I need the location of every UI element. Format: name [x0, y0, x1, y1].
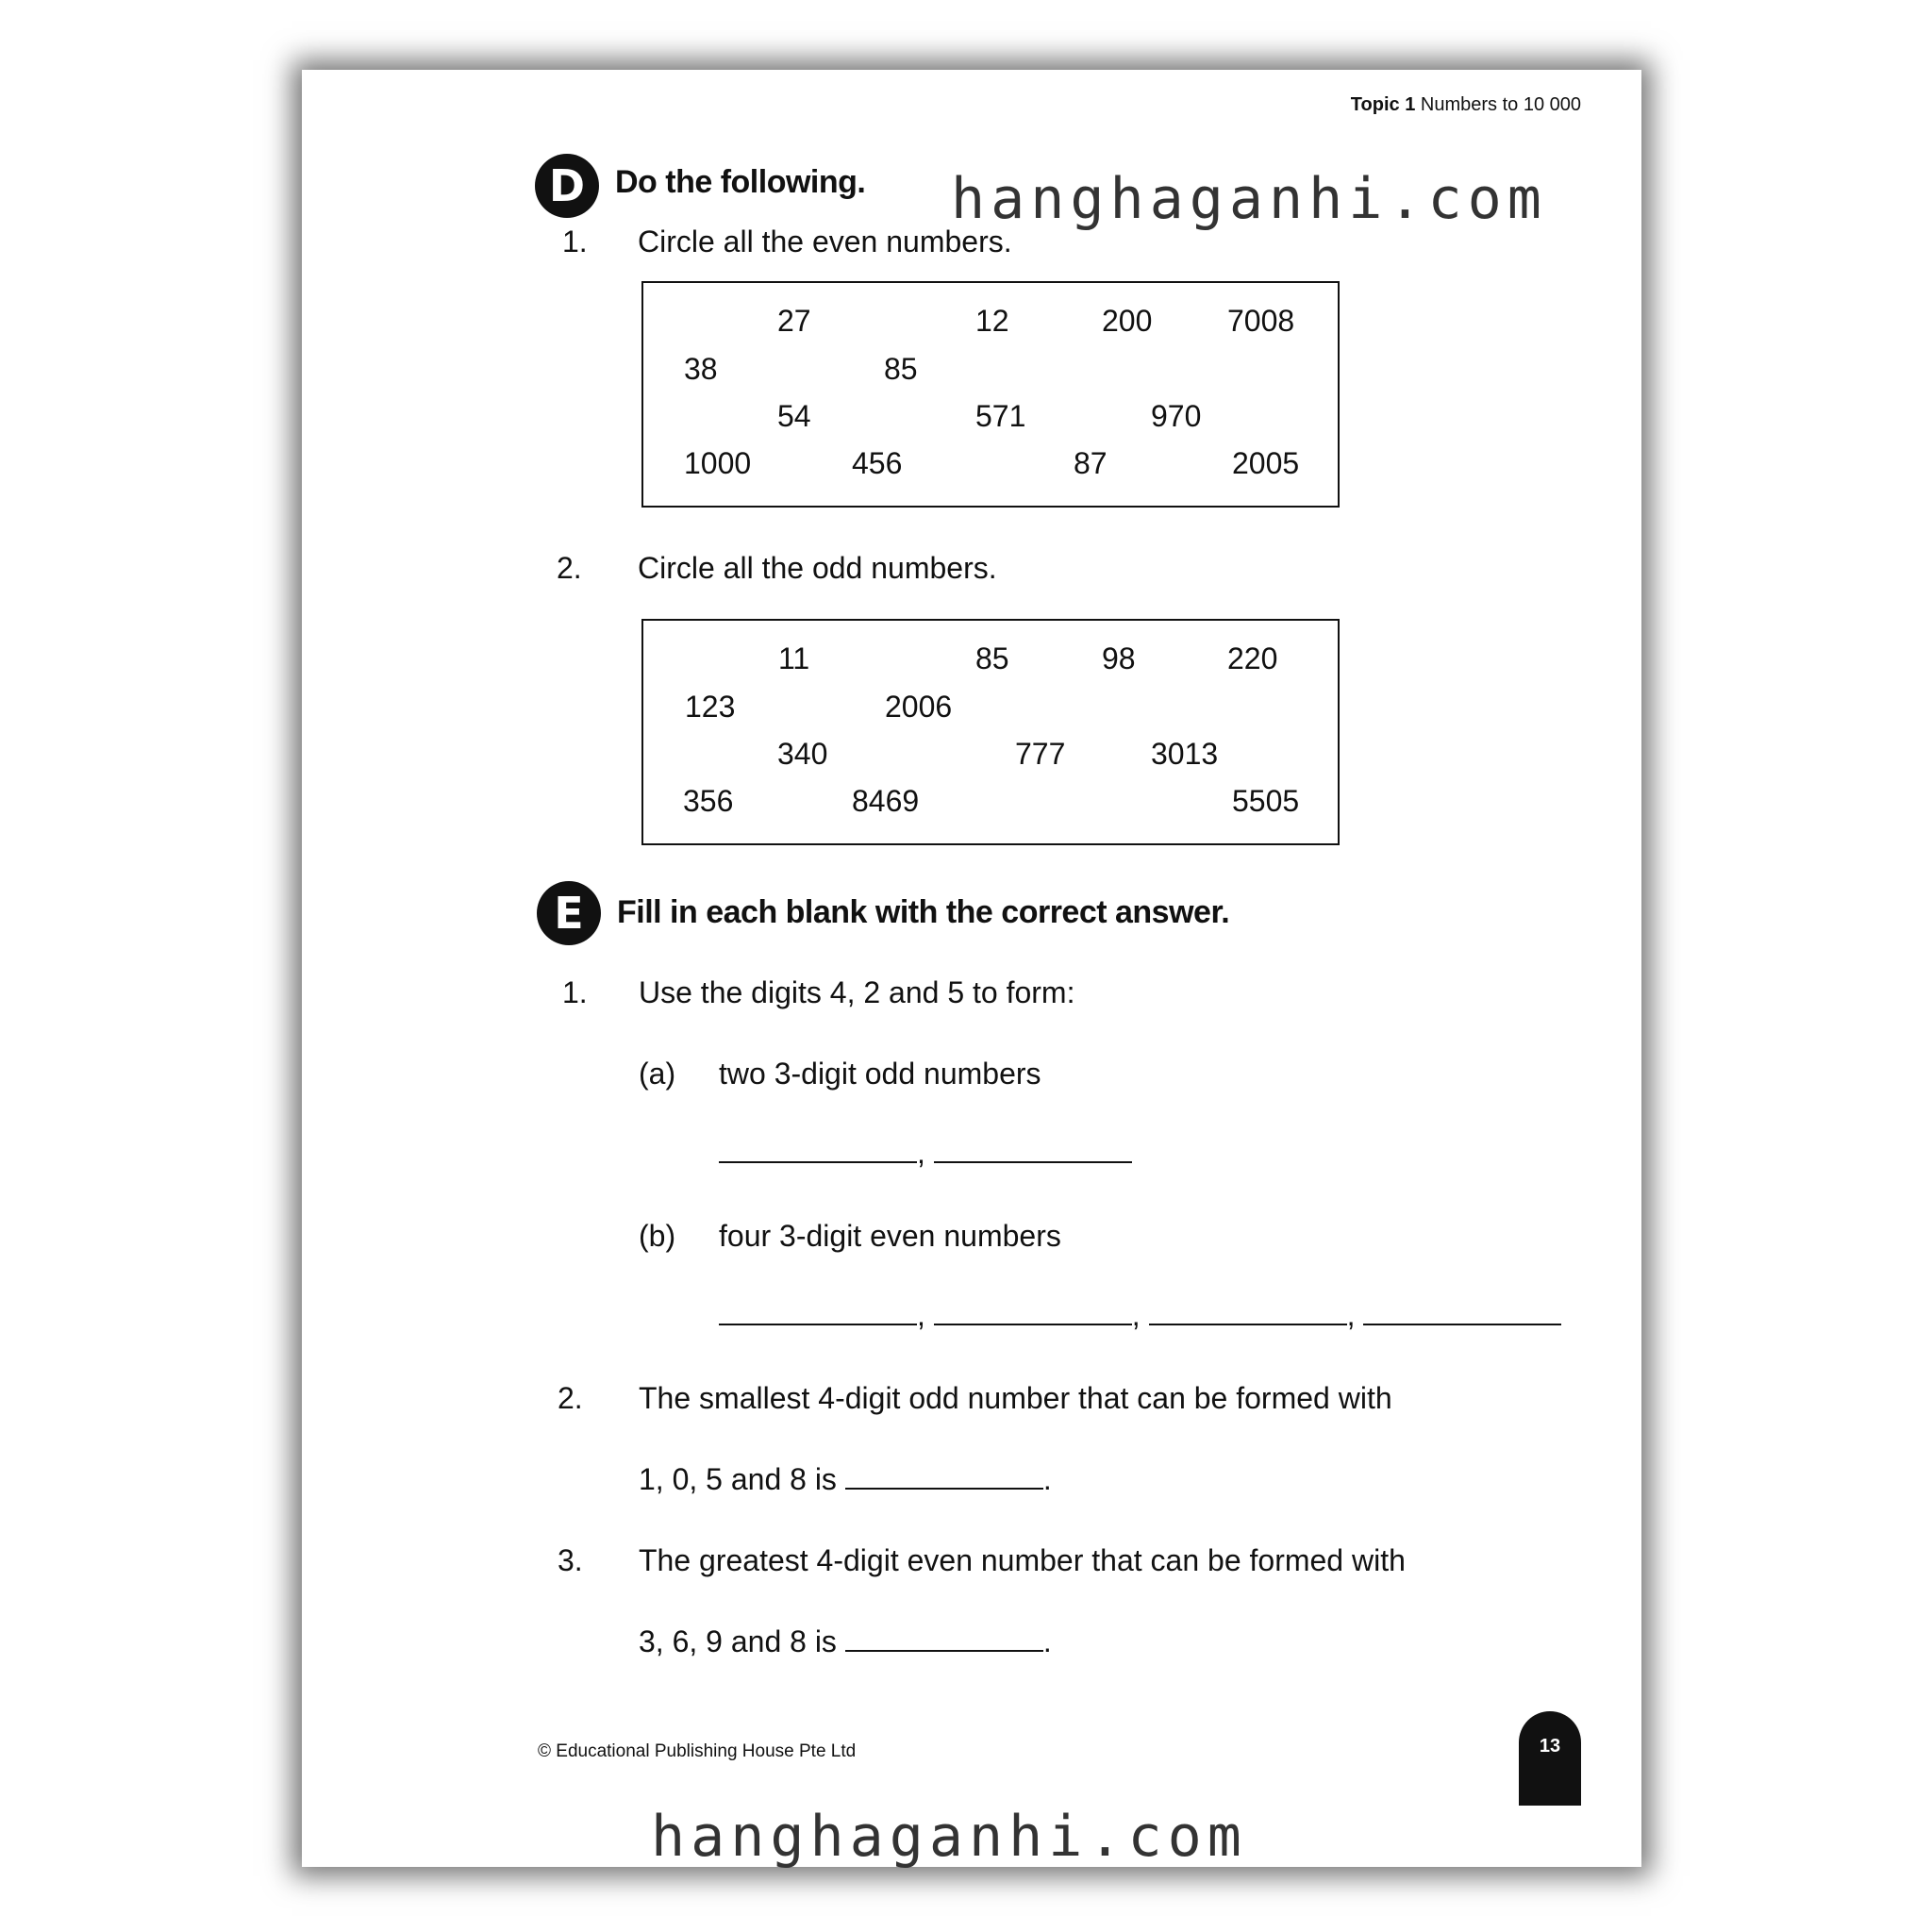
section-e-badge: E [537, 881, 601, 945]
number-item[interactable]: 5505 [1232, 784, 1300, 818]
d-q1-number: 1. [562, 225, 588, 258]
number-item[interactable]: 1000 [684, 446, 752, 480]
answer-blank[interactable] [934, 1323, 1132, 1325]
section-e-heading: Fill in each blank with the correct answer. [617, 894, 1230, 930]
e-q3-number: 3. [558, 1543, 583, 1577]
d-q2-number: 2. [557, 551, 582, 585]
number-item[interactable]: 970 [1151, 399, 1202, 433]
topic-number: 1 [1405, 94, 1416, 115]
number-item[interactable]: 85 [884, 352, 918, 386]
topic-header [1351, 94, 1581, 116]
section-d-heading: Do the following. [615, 164, 866, 200]
watermark-top: hanghaganhi.com [951, 166, 1547, 232]
answer-blank[interactable] [719, 1160, 917, 1163]
number-item[interactable]: 87 [1074, 446, 1108, 480]
topic-title: Numbers to 10 000 [1420, 94, 1581, 115]
e-q1a-answer-row: , [719, 1136, 1132, 1171]
number-item[interactable]: 340 [777, 737, 828, 771]
e-q2-line2: 1, 0, 5 and 8 is [639, 1462, 837, 1496]
answer-blank[interactable] [934, 1160, 1132, 1163]
number-item[interactable]: 777 [1015, 737, 1066, 771]
number-item[interactable]: 2005 [1232, 446, 1300, 480]
answer-blank[interactable] [845, 1649, 1043, 1652]
number-item[interactable]: 356 [683, 784, 734, 818]
section-d-badge: D [535, 154, 599, 218]
number-item[interactable]: 11 [778, 641, 810, 675]
copyright-text: © Educational Publishing House Pte Ltd [538, 1741, 857, 1761]
number-item[interactable]: 54 [777, 399, 811, 433]
number-item[interactable]: 12 [975, 304, 1009, 338]
number-item[interactable]: 571 [975, 399, 1026, 433]
e-q2-line1: The smallest 4-digit odd number that can be formed with [639, 1381, 1392, 1415]
number-item[interactable]: 7008 [1227, 304, 1295, 338]
answer-blank[interactable] [845, 1487, 1043, 1490]
number-item[interactable]: 200 [1102, 304, 1153, 338]
number-item[interactable]: 220 [1227, 641, 1278, 675]
number-item[interactable]: 27 [777, 304, 811, 338]
e-q2-line2-row: 1, 0, 5 and 8 is . [639, 1462, 1052, 1496]
e-q1b-label: (b) [639, 1219, 676, 1253]
number-item[interactable]: 2006 [885, 690, 953, 724]
answer-blank[interactable] [1149, 1323, 1347, 1325]
answer-blank[interactable] [719, 1323, 917, 1325]
e-q1-text: Use the digits 4, 2 and 5 to form: [639, 975, 1075, 1009]
number-item[interactable]: 123 [685, 690, 736, 724]
e-q3-line1: The greatest 4-digit even number that can be formed with [639, 1543, 1406, 1577]
number-item[interactable]: 98 [1102, 641, 1136, 675]
e-q1a-text: two 3-digit odd numbers [719, 1057, 1041, 1091]
odd-numbers-box [641, 619, 1340, 845]
e-q1a-label: (a) [639, 1057, 676, 1091]
e-q2-number: 2. [558, 1381, 583, 1415]
number-item[interactable]: 38 [684, 352, 718, 386]
page-number: 13 [1519, 1711, 1581, 1806]
even-numbers-box [641, 281, 1340, 508]
e-q3-line2-row: 3, 6, 9 and 8 is . [639, 1624, 1052, 1658]
number-item[interactable]: 8469 [852, 784, 920, 818]
worksheet-page [302, 70, 1641, 1867]
e-q1b-answer-row: , , , [719, 1298, 1561, 1333]
answer-blank[interactable] [1363, 1323, 1561, 1325]
e-q3-line2: 3, 6, 9 and 8 is [639, 1624, 837, 1658]
number-item[interactable]: 456 [852, 446, 903, 480]
number-item[interactable]: 3013 [1151, 737, 1219, 771]
e-q1b-text: four 3-digit even numbers [719, 1219, 1061, 1253]
e-q1-number: 1. [562, 975, 588, 1009]
watermark-bottom: hanghaganhi.com [651, 1804, 1247, 1870]
topic-label: Topic [1350, 94, 1400, 115]
d-q1-text: Circle all the even numbers. [638, 225, 1012, 258]
d-q2-text: Circle all the odd numbers. [638, 551, 997, 585]
number-item[interactable]: 85 [975, 641, 1009, 675]
